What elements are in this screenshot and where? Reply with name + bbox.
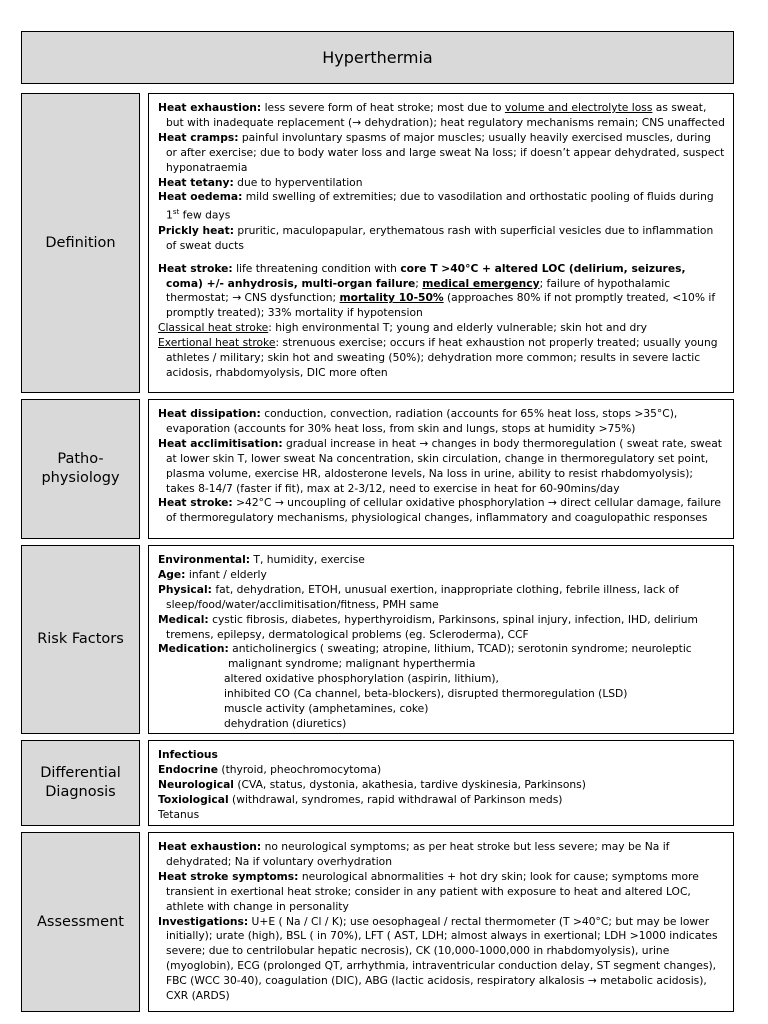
page-title-text: Hyperthermia <box>322 48 433 67</box>
risk-medication-line: altered oxidative phosphorylation (aspirin, lithium), <box>224 672 499 686</box>
patho-heat-dissipation: Heat dissipation: conduction, convection, radiation (accounts for 65% heat loss, stops >35°C), evaporation (accounts for 30% heat loss, from skin and lungs, stops at humidity >75%) <box>158 407 678 435</box>
risk-medication-line: muscle activity (amphetamines, coke) <box>224 702 429 716</box>
risk-medication-line: dehydration (diuretics) <box>224 716 347 730</box>
def-heat-stroke: Heat stroke: life threatening condition with core T >40°C + altered LOC (delirium, seizures, coma) +/- anhydrosis, multi-organ failure; medical emergency; failure of hypothalamic thermostat; → CNS dysfunction; mortality 10-50% (approaches 80% if not promptly treated, <10% if promptly treated); 33% mortality if hypotension <box>158 261 716 320</box>
section-label-risk-factors: Risk Factors <box>21 545 140 734</box>
section-content-risk-factors <box>148 545 734 734</box>
section-content-definition <box>148 93 734 393</box>
diff-tetanus: Tetanus <box>158 807 200 821</box>
section-label-definition: Definition <box>21 93 140 393</box>
diff-infectious: Infectious <box>158 748 218 761</box>
def-prickly-heat: Prickly heat: pruritic, maculopapular, erythematous rash with superficial vesicles due to inflammation of sweat ducts <box>158 223 714 252</box>
risk-medication: Medication: anticholinergics ( sweating; atropine, lithium, TCAD); serotonin syndrome; neuroleptic malignant syndrome; malignant hyperthermia <box>158 642 692 671</box>
def-heat-exhaustion: Heat exhaustion: less severe form of heat stroke; most due to volume and electrolyte loss as sweat, but with inadequate replacement (→ dehydration); heat regulatory mechanisms remain; CNS unaffected <box>158 101 725 129</box>
page-title <box>21 31 734 84</box>
risk-medication-line: inhibited CO (Ca channel, beta-blockers), disrupted thermoregulation (LSD) <box>224 687 628 701</box>
def-heat-tetany: Heat tetany: due to hyperventilation <box>158 175 363 189</box>
patho-heat-stroke: Heat stroke: >42°C → uncoupling of cellular oxidative phosphorylation → direct cellular damage, failure of thermoregulatory mechanisms, physiological changes, inflammatory and coagulopathic responses <box>158 496 721 525</box>
assess-investigations: Investigations: U+E ( Na / Cl / K); use oesophageal / rectal thermometer (T >40°C; but may be lower initially); urate (high), BSL ( in 70%), LFT ( AST, LDH; almost always in exertional; LDH >1000 indicates severe; due to centrilobular hepatic necrosis), CK (10,000-1000,000 in rhabdomyolysis), urine (myoglobin), ECG (prolonged QT, arrhythmia, intraventricular conduction delay, ST segment changes), FBC (WCC 30-40), coagulation (DIC), ABG (lactic acidosis, respiratory alkalosis → metabolic acidosis), CXR (ARDS) <box>158 914 718 1003</box>
section-content-assessment <box>148 832 734 1012</box>
patho-heat-acclimitisation: Heat acclimitisation: gradual increase in heat → changes in body thermoregulation ( sweat rate, sweat at lower skin T, lower sweat Na concentration, skin circulation, change in thermoregulatory set point, plasma volume, exercise HR, aldosterone levels, Na loss in urine, ability to resist rhabdomyolysis); takes 8-14/7 (faster if fit), max at 2-3/12, need to exercise in heat for 60-90mins/day <box>158 436 722 495</box>
diff-endocrine: Endocrine (thyroid, pheochromocytoma) <box>158 762 382 776</box>
def-classical-heat-stroke: Classical heat stroke: high environmental T; young and elderly vulnerable; skin hot and dry <box>158 321 647 335</box>
section-label-differential-diagnosis: Differential Diagnosis <box>21 740 140 826</box>
def-exertional-heat-stroke: Exertional heat stroke: strenuous exercise; occurs if heat exhaustion not properly treated; usually young athletes / military; skin hot and sweating (50%); dehydration more common; results in severe lactic acidosis, rhabdomyolysis, DIC more often <box>158 336 718 379</box>
diff-toxiological: Toxiological (withdrawal, syndromes, rapid withdrawal of Parkinson meds) <box>158 792 563 806</box>
risk-age: Age: infant / elderly <box>158 567 267 581</box>
def-heat-oedema: Heat oedema: mild swelling of extremities; due to vasodilation and orthostatic pooling of fluids during 1st few days <box>158 190 714 222</box>
risk-physical: Physical: fat, dehydration, ETOH, unusual exertion, inappropriate clothing, febrile illness, lack of sleep/food/water/acclimitisation/fitness, PMH same <box>158 582 679 611</box>
risk-environmental: Environmental: T, humidity, exercise <box>158 553 365 566</box>
assess-heat-exhaustion: Heat exhaustion: no neurological symptoms; as per heat stroke but less severe; may be Na if dehydrated; Na if voluntary overhydration <box>158 840 670 868</box>
section-content-differential-diagnosis <box>148 740 734 826</box>
section-content-pathophysiology <box>148 399 734 539</box>
diff-neurological: Neurological (CVA, status, dystonia, akathesia, tardive dyskinesia, Parkinsons) <box>158 777 586 791</box>
assess-heat-stroke-symptoms: Heat stroke symptoms: neurological abnormalities + hot dry skin; look for cause; symptoms more transient in exertional heat stroke; consider in any patient with exposure to heat and altered LOC, athlete with change in personality <box>158 869 699 913</box>
risk-medical: Medical: cystic fibrosis, diabetes, hyperthyroidism, Parkinsons, spinal injury, infection, IHD, delirium tremens, epilepsy, dermatological problems (eg. Scleroderma), CCF <box>158 612 698 641</box>
def-heat-cramps: Heat cramps: painful involuntary spasms of major muscles; usually heavily exercised muscles, during or after exercise; due to body water loss and large sweat Na loss; if doesn’t appear dehydrated, suspect hyponatraemia <box>158 130 725 174</box>
section-label-assessment: Assessment <box>21 832 140 1012</box>
section-label-pathophysiology: Patho- physiology <box>21 399 140 539</box>
